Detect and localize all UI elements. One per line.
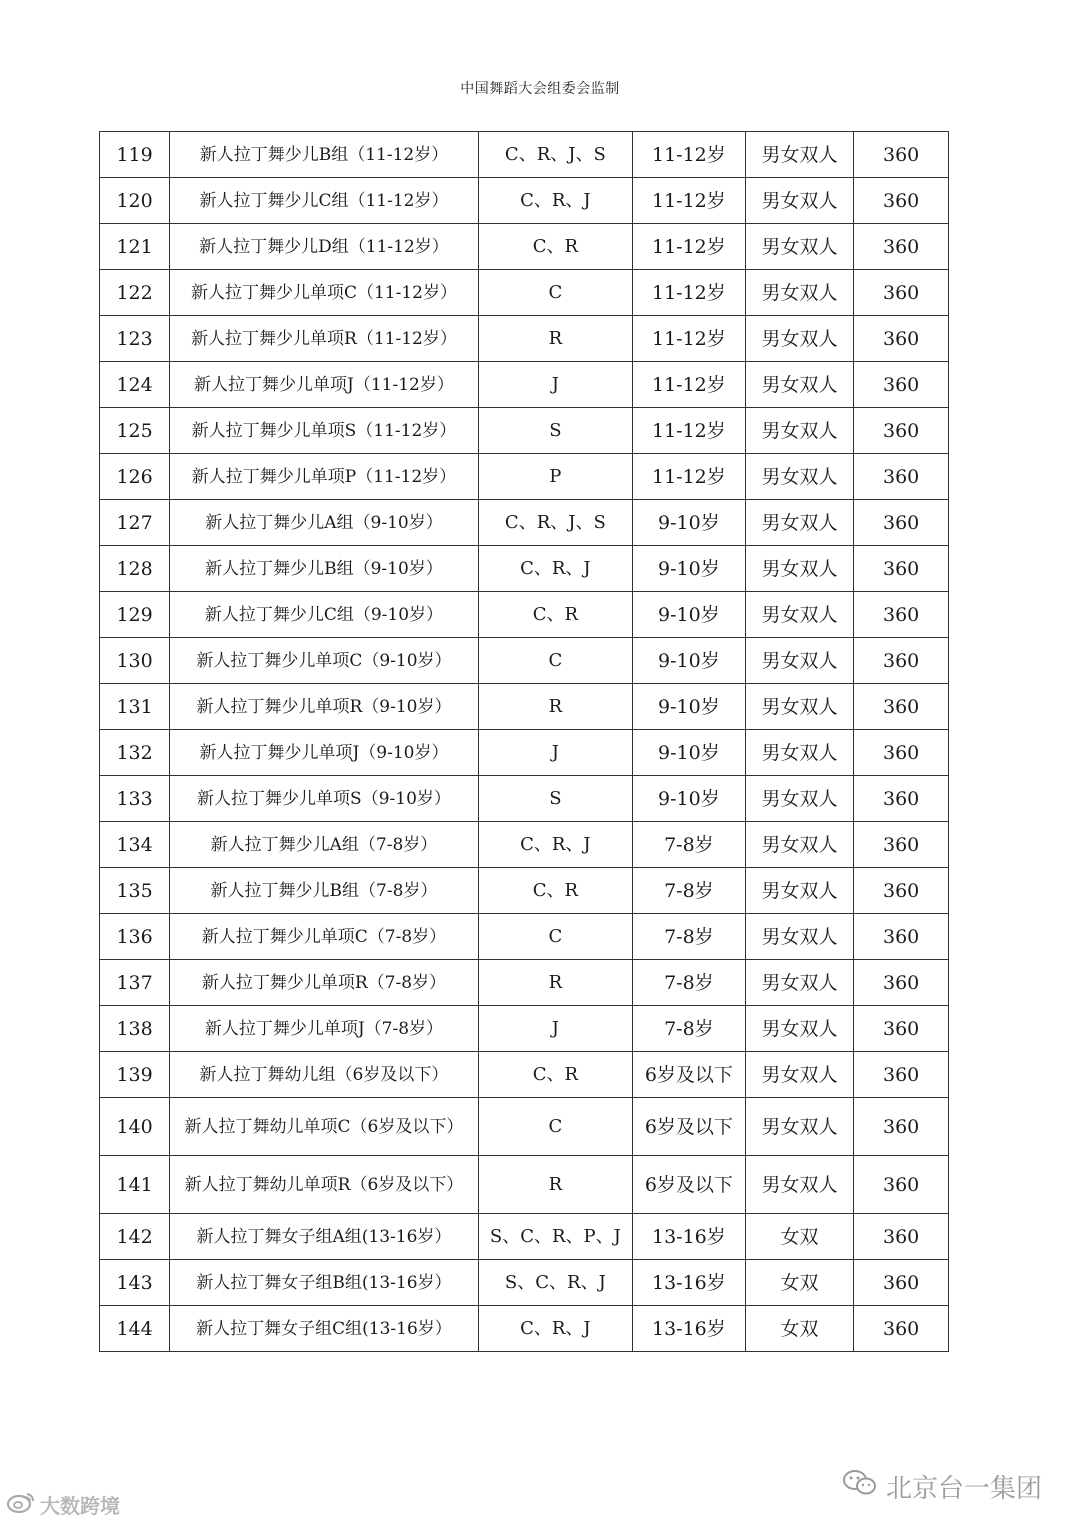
cell-no: 136: [100, 914, 170, 960]
cell-age-group: 11-12岁: [633, 178, 746, 224]
cell-dances: C: [478, 914, 632, 960]
cell-dances: S: [478, 776, 632, 822]
cell-no: 120: [100, 178, 170, 224]
table-row: [100, 178, 949, 224]
cell-dances: J: [478, 730, 632, 776]
cell-event-name: 新人拉丁舞少儿单项J（7-8岁）: [170, 1006, 479, 1052]
cell-entry-type: 男女双人: [745, 500, 854, 546]
cell-entry-type: 男女双人: [745, 408, 854, 454]
cell-no: 132: [100, 730, 170, 776]
cell-no: 130: [100, 638, 170, 684]
cell-fee: 360: [854, 316, 949, 362]
cell-entry-type: 女双: [745, 1214, 854, 1260]
cell-fee: 360: [854, 914, 949, 960]
wechat-icon: [842, 1468, 878, 1505]
cell-fee: 360: [854, 178, 949, 224]
cell-event-name: 新人拉丁舞少儿单项R（9-10岁）: [170, 684, 479, 730]
cell-entry-type: 女双: [745, 1306, 854, 1352]
table-row: [100, 270, 949, 316]
cell-no: 119: [100, 132, 170, 178]
cell-no: 133: [100, 776, 170, 822]
cell-no: 121: [100, 224, 170, 270]
cell-age-group: 9-10岁: [633, 592, 746, 638]
cell-no: 122: [100, 270, 170, 316]
cell-dances: C、R、J、S: [478, 132, 632, 178]
cell-entry-type: 女双: [745, 1260, 854, 1306]
table-row: [100, 316, 949, 362]
cell-no: 129: [100, 592, 170, 638]
cell-no: 126: [100, 454, 170, 500]
cell-event-name: 新人拉丁舞少儿B组（11-12岁）: [170, 132, 479, 178]
table-row: [100, 1306, 949, 1352]
cell-age-group: 7-8岁: [633, 914, 746, 960]
cell-fee: 360: [854, 1006, 949, 1052]
cell-entry-type: 男女双人: [745, 868, 854, 914]
cell-entry-type: 男女双人: [745, 914, 854, 960]
cell-dances: C: [478, 638, 632, 684]
cell-fee: 360: [854, 868, 949, 914]
table-row: [100, 1156, 949, 1214]
cell-dances: C、R: [478, 868, 632, 914]
cell-age-group: 7-8岁: [633, 868, 746, 914]
cell-age-group: 13-16岁: [633, 1214, 746, 1260]
cell-event-name: 新人拉丁舞女子组C组(13-16岁）: [170, 1306, 479, 1352]
table-row: [100, 730, 949, 776]
cell-dances: J: [478, 362, 632, 408]
cell-dances: R: [478, 684, 632, 730]
cell-no: 140: [100, 1098, 170, 1156]
cell-entry-type: 男女双人: [745, 822, 854, 868]
cell-event-name: 新人拉丁舞少儿单项C（7-8岁）: [170, 914, 479, 960]
watermark-left: [6, 1490, 120, 1519]
cell-event-name: 新人拉丁舞少儿C组（11-12岁）: [170, 178, 479, 224]
cell-event-name: 新人拉丁舞女子组A组(13-16岁）: [170, 1214, 479, 1260]
cell-no: 134: [100, 822, 170, 868]
cell-dances: P: [478, 454, 632, 500]
cell-no: 137: [100, 960, 170, 1006]
cell-age-group: 9-10岁: [633, 546, 746, 592]
cell-no: 123: [100, 316, 170, 362]
cell-entry-type: 男女双人: [745, 316, 854, 362]
cell-no: 124: [100, 362, 170, 408]
cell-fee: 360: [854, 960, 949, 1006]
cell-no: 144: [100, 1306, 170, 1352]
cell-age-group: 11-12岁: [633, 270, 746, 316]
cell-event-name: 新人拉丁舞少儿单项J（11-12岁）: [170, 362, 479, 408]
cell-age-group: 11-12岁: [633, 132, 746, 178]
cell-age-group: 11-12岁: [633, 408, 746, 454]
cell-event-name: 新人拉丁舞少儿单项S（11-12岁）: [170, 408, 479, 454]
cell-age-group: 6岁及以下: [633, 1052, 746, 1098]
cell-event-name: 新人拉丁舞少儿单项R（7-8岁）: [170, 960, 479, 1006]
cell-dances: S、C、R、J: [478, 1260, 632, 1306]
cell-age-group: 13-16岁: [633, 1260, 746, 1306]
cell-no: 131: [100, 684, 170, 730]
cell-entry-type: 男女双人: [745, 684, 854, 730]
cell-entry-type: 男女双人: [745, 546, 854, 592]
cell-age-group: 9-10岁: [633, 500, 746, 546]
cell-age-group: 6岁及以下: [633, 1156, 746, 1214]
cell-fee: 360: [854, 546, 949, 592]
cell-dances: J: [478, 1006, 632, 1052]
cell-entry-type: 男女双人: [745, 592, 854, 638]
table-row: [100, 546, 949, 592]
cell-age-group: 11-12岁: [633, 316, 746, 362]
watermark-right: [842, 1468, 1042, 1505]
table-row: [100, 960, 949, 1006]
cell-no: 143: [100, 1260, 170, 1306]
cell-event-name: 新人拉丁舞少儿A组（7-8岁）: [170, 822, 479, 868]
cell-age-group: 7-8岁: [633, 960, 746, 1006]
cell-no: 138: [100, 1006, 170, 1052]
cell-dances: C、R、J: [478, 1306, 632, 1352]
cell-fee: 360: [854, 638, 949, 684]
table-row: [100, 408, 949, 454]
cell-fee: 360: [854, 500, 949, 546]
cell-entry-type: 男女双人: [745, 960, 854, 1006]
watermark-left-text: 大数跨境: [40, 1494, 120, 1518]
table-row: [100, 592, 949, 638]
cell-event-name: 新人拉丁舞少儿D组（11-12岁）: [170, 224, 479, 270]
cell-entry-type: 男女双人: [745, 1156, 854, 1214]
cell-dances: C、R、J、S: [478, 500, 632, 546]
cell-fee: 360: [854, 408, 949, 454]
table-row: [100, 1098, 949, 1156]
table-row: [100, 638, 949, 684]
cell-entry-type: 男女双人: [745, 178, 854, 224]
cell-entry-type: 男女双人: [745, 224, 854, 270]
cell-entry-type: 男女双人: [745, 270, 854, 316]
cell-entry-type: 男女双人: [745, 132, 854, 178]
table-row: [100, 1214, 949, 1260]
cell-event-name: 新人拉丁舞少儿单项P（11-12岁）: [170, 454, 479, 500]
cell-fee: 360: [854, 1306, 949, 1352]
cell-age-group: 6岁及以下: [633, 1098, 746, 1156]
cell-fee: 360: [854, 224, 949, 270]
cell-dances: C、R: [478, 592, 632, 638]
cell-dances: R: [478, 960, 632, 1006]
cell-age-group: 9-10岁: [633, 638, 746, 684]
events-table-body: [100, 132, 949, 1352]
cell-dances: C、R、J: [478, 546, 632, 592]
cell-no: 128: [100, 546, 170, 592]
cell-age-group: 11-12岁: [633, 454, 746, 500]
cell-fee: 360: [854, 454, 949, 500]
cell-event-name: 新人拉丁舞少儿单项C（11-12岁）: [170, 270, 479, 316]
events-table: [99, 131, 949, 1352]
cell-fee: 360: [854, 362, 949, 408]
cell-fee: 360: [854, 270, 949, 316]
table-row: [100, 822, 949, 868]
cell-fee: 360: [854, 592, 949, 638]
cell-event-name: 新人拉丁舞幼儿组（6岁及以下）: [170, 1052, 479, 1098]
cell-fee: 360: [854, 684, 949, 730]
cell-dances: C、R、J: [478, 178, 632, 224]
cell-fee: 360: [854, 1260, 949, 1306]
watermark-right-text: 北京台一集团: [885, 1474, 1042, 1504]
cell-dances: C、R、J: [478, 822, 632, 868]
cell-entry-type: 男女双人: [745, 1006, 854, 1052]
table-row: [100, 776, 949, 822]
table-row: [100, 362, 949, 408]
table-row: [100, 868, 949, 914]
cell-event-name: 新人拉丁舞少儿单项R（11-12岁）: [170, 316, 479, 362]
cell-event-name: 新人拉丁舞少儿C组（9-10岁）: [170, 592, 479, 638]
table-row: [100, 500, 949, 546]
table-row: [100, 914, 949, 960]
cell-age-group: 7-8岁: [633, 822, 746, 868]
table-row: [100, 224, 949, 270]
table-row: [100, 454, 949, 500]
cell-event-name: 新人拉丁舞幼儿单项C（6岁及以下）: [170, 1098, 479, 1156]
cell-entry-type: 男女双人: [745, 730, 854, 776]
cell-age-group: 9-10岁: [633, 684, 746, 730]
page-header: 中国舞蹈大会组委会监制: [460, 81, 620, 97]
cell-event-name: 新人拉丁舞女子组B组(13-16岁）: [170, 1260, 479, 1306]
cell-age-group: 9-10岁: [633, 730, 746, 776]
cell-dances: S、C、R、P、J: [478, 1214, 632, 1260]
cell-entry-type: 男女双人: [745, 454, 854, 500]
cell-event-name: 新人拉丁舞少儿单项J（9-10岁）: [170, 730, 479, 776]
cell-entry-type: 男女双人: [745, 362, 854, 408]
table-row: [100, 1052, 949, 1098]
cell-dances: C: [478, 1098, 632, 1156]
cell-age-group: 7-8岁: [633, 1006, 746, 1052]
cell-fee: 360: [854, 132, 949, 178]
table-row: [100, 684, 949, 730]
cell-event-name: 新人拉丁舞少儿B组（7-8岁）: [170, 868, 479, 914]
cell-dances: S: [478, 408, 632, 454]
cell-fee: 360: [854, 1098, 949, 1156]
cell-age-group: 11-12岁: [633, 224, 746, 270]
cell-age-group: 13-16岁: [633, 1306, 746, 1352]
cell-no: 127: [100, 500, 170, 546]
cell-event-name: 新人拉丁舞幼儿单项R（6岁及以下）: [170, 1156, 479, 1214]
cell-dances: R: [478, 1156, 632, 1214]
cell-event-name: 新人拉丁舞少儿单项C（9-10岁）: [170, 638, 479, 684]
cell-fee: 360: [854, 1052, 949, 1098]
cell-fee: 360: [854, 822, 949, 868]
cell-dances: C: [478, 270, 632, 316]
cell-fee: 360: [854, 1214, 949, 1260]
cell-entry-type: 男女双人: [745, 1098, 854, 1156]
table-row: [100, 1260, 949, 1306]
cell-entry-type: 男女双人: [745, 1052, 854, 1098]
cell-entry-type: 男女双人: [745, 776, 854, 822]
cell-fee: 360: [854, 776, 949, 822]
table-row: [100, 132, 949, 178]
cell-no: 135: [100, 868, 170, 914]
cell-event-name: 新人拉丁舞少儿A组（9-10岁）: [170, 500, 479, 546]
cell-no: 142: [100, 1214, 170, 1260]
cell-no: 125: [100, 408, 170, 454]
cell-event-name: 新人拉丁舞少儿单项S（9-10岁）: [170, 776, 479, 822]
cell-no: 139: [100, 1052, 170, 1098]
cell-fee: 360: [854, 1156, 949, 1214]
table-row: [100, 1006, 949, 1052]
cell-no: 141: [100, 1156, 170, 1214]
cell-dances: C、R: [478, 224, 632, 270]
cell-age-group: 9-10岁: [633, 776, 746, 822]
cell-age-group: 11-12岁: [633, 362, 746, 408]
weibo-icon: [6, 1491, 36, 1518]
cell-fee: 360: [854, 730, 949, 776]
cell-dances: C、R: [478, 1052, 632, 1098]
cell-dances: R: [478, 316, 632, 362]
cell-entry-type: 男女双人: [745, 638, 854, 684]
cell-event-name: 新人拉丁舞少儿B组（9-10岁）: [170, 546, 479, 592]
